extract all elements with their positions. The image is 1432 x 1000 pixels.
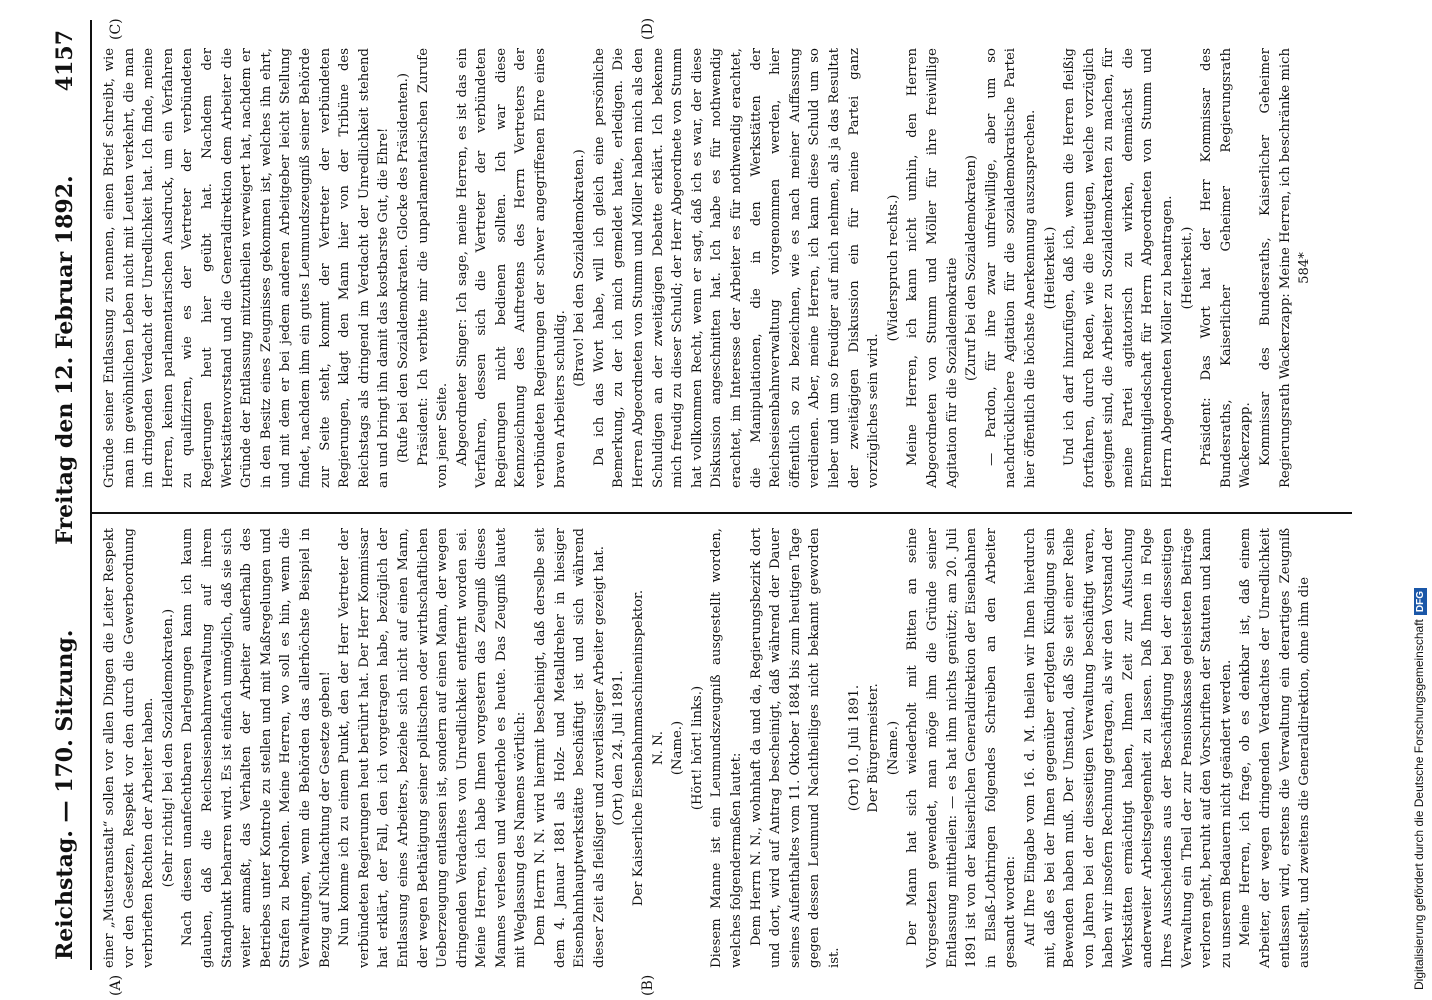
column-rule <box>92 512 1352 514</box>
columnA-paragraph: (Hört! hört! links.) <box>689 685 705 811</box>
columnB-paragraph: Gründe seiner Entlassung zu nennen, einen Brief schreibt, wie man im gewöhnlichen Leben nicht mit Leuten verkehrt, die man im dringenden Verdacht der Unredlichkeit hat. Ich finde, meine Herren, keinen parlamentarischen Ausdruck, um ein Verfahren zu qualifiziren, wie es der Vertreter der verbündeten Regierungen heut hier geübt hat. Nachdem der Werkstättenvorstand und die Generaldirektion dem Arbeiter die Gründe der Entlassung mitzutheilen verweigert hat, nachdem er in den Besitz eines Zeugnisses gekommen ist, welches ihn ehrt, und mit dem er bei jedem anderen Arbeitgeber leicht Stellung findet, nachdem ihm ein gutes Leumundszeugniß seiner Behörde zur Seite steht, kommt der Vertreter der verbündeten Regierungen, klagt den Mann hier von der Tribüne des Reichstags als dringend im Verdacht der Unredlichkeit stehend an und bringt ihn damit das kostbarste Gut, die Ehre! <box>102 48 392 488</box>
columnA-paragraph: (Name.) <box>670 720 686 776</box>
columnB-paragraph: (Heiterkeit.) <box>1179 226 1195 310</box>
dfg-logo: DFG <box>1414 588 1427 615</box>
column-left <box>100 528 1315 968</box>
columnB-paragraph: 584* <box>1297 252 1313 284</box>
columnB-paragraph: — Pardon, für ihre zwar unfreiwillige, aber um so nachdrücklichere Agitation für die sozialdemokratische Partei hier öffentlich die höchste Anerkennung auszusprechen. <box>983 48 1038 488</box>
columnB-paragraph: Präsident: Ich verbitte mir die unparlamentarischen Zurufe von jener Seite. <box>415 48 451 488</box>
footer-text: Digitalisierung gefördert durch die Deutsche Forschungsgemeinschaft <box>1412 619 1426 990</box>
columnA-paragraph: einer „Musteranstalt“ sollen vor allen Dingen die Leiter Respekt vor den Gesetzen, Respekt vor den durch die Gewerbeordnung verbrieften Rechten der Arbeiter haben. <box>102 528 157 968</box>
column-right <box>100 48 1315 488</box>
marker-b: (B) <box>640 974 656 996</box>
columnA-paragraph: Nach diesen unanfechtbaren Darlegungen kann ich kaum glauben, daß die Reichseisenbahnverwaltung auf ihrem Standpunkt beharren wird. Es ist einfach unmöglich, daß sie sich weiter anmaßt, das Verhalten der Arbeiter außerhalb des Betriebes unter Kontrole zu stellen und mit Maßregelungen und Strafen zu bedrohen. Meine Herren, wo soll es hin, wenn die Verwaltungen, wenn die Behörden das allerhöchste Beispiel in Bezug auf Nichtachtung der Gesetze geben! <box>180 528 333 968</box>
columnA-paragraph: Der Bürgermeister. <box>866 683 882 813</box>
columnA-paragraph: Nun komme ich zu einem Punkt, den der Herr Vertreter der verbündeten Regierungen heut berührt hat. Der Herr Kommissar hat erklärt, der Fall, den ich vorgetragen habe, bezüglich der Entlassung eines Arbeiters, beziehe sich nicht auf einen Mann, der wegen Bethätigung seiner politischen oder wirthschaftlichen Ueberzeugung entlassen ist, sondern auf einen Mann, der wegen dringenden Verdachtes von Unredlichkeit entfernt worden sei. Meine Herren, ich habe Ihnen vorgestern das Zeugniß dieses Mannes verlesen und wiederhole es heute. Das Zeugniß lautet mit Weglassung des Namens wörtlich: <box>337 528 529 968</box>
columnA-paragraph: (Ort) 10. Juli 1891. <box>846 684 862 812</box>
page-header <box>48 30 88 960</box>
header-date: Freitag den 12. Februar 1892. <box>52 175 78 545</box>
columnA-paragraph: N. N. <box>650 731 666 765</box>
columnA-paragraph: Auf Ihre Eingabe vom 16. d. M. theilen wir Ihnen hierdurch mit, daß es bei der Ihnen gegenüber erfolgten Kündigung sein Bewenden haben muß. Der Umstand, daß Sie seit einer Reihe von Jahren bei der diesseitigen Verwaltung beschäftigt waren, haben wir insofern Rechnung getragen, als wir den Vorstand der Werkstätten ermächtigt haben, Ihnen Zeit zur Aufsuchung anderweiter Arbeitsgelegenheit zu lassen. Daß Ihnen in Folge Ihres Ausscheidens aus der Beschäftigung bei der diesseitigen Verwaltung ein Theil der zur Pensionskasse geleisteten Beiträge verloren geht, beruht auf den Vorschriften der Statuten und kann zu unserem Bedauern nicht geändert werden. <box>1022 528 1234 968</box>
columnB-paragraph: Abgeordneter Singer: Ich sage, meine Herren, es ist das ein Verfahren, dessen sich die Vertreter der verbündeten Regierungen nicht bedienen sollten. Ich war diese Kennzeichnung des Auftretens des Herrn Vertreters der verbündeten Regierungen der schwer angegriffenen Ehre eines braven Arbeiters schuldig. <box>454 48 568 488</box>
columnB-paragraph: Kommissar des Bundesraths, Kaiserlicher Geheimer Regierungsrath Wackerzapp: Meine Herren, ich beschränke mich <box>1258 48 1293 488</box>
columnA-paragraph: (Sehr richtig! bei den Sozialdemokraten.) <box>160 608 176 888</box>
columnA-paragraph: Der Kaiserliche Eisenbahnmaschineninspektor. <box>631 589 647 907</box>
marker-a: (A) <box>108 974 124 996</box>
columnB-paragraph: Und ich darf hinzufügen, daß ich, wenn die Herren fleißig fortfahren, durch Reden, wie die heutigen, welche vorzüglich geeignet sind, die Arbeiter zu Sozialdemokraten zu machen, für meine Partei agitatorisch zu wirken, demnächst die Ehrenmitgliedschaft für Herrn Abgeordneten von Stumm und Herrn Abgeordneten Möller zu beantragen. <box>1062 48 1176 488</box>
columnA-paragraph: Meine Herren, ich frage, ob es denkbar ist, daß einem Arbeiter, der wegen dringenden Verdachtes der Unredlichkeit entlassen wird, erstens die Verwaltung ein derartiges Zeugniß ausstellt, und zweitens die Generaldirektion, ohne ihm die <box>1238 528 1313 968</box>
columnB-paragraph: Da ich das Wort habe, will ich gleich eine persönliche Bemerkung, zu der ich mich gemeldet hatte, erledigen. Die Herren Abgeordneten von Stumm und Möller haben mich als den Schuldigen an der zweitägigen Debatte erklärt. Ich bekenne mich freudig zu dieser Schuld; der Herr Abgeordnete von Stumm hat vollkommen Recht, wenn er sagt, daß ich es war, der diese Diskussion angeschnitten hat. Ich habe es für nothwendig erachtet, im Interesse der Arbeiter es für nothwendig erachtet, die Manipulationen, die in den Werkstätten der Reichseisenbahnverwaltung vorgenommen werden, hier öffentlich so zu bezeichnen, wie es nach meiner Auffassung verdienen. Aber, meine Herren, ich kann diese Schuld um so lieber und um so freudiger auf mich nehmen, als ja das Resultat der zweitägigen Diskussion ein für meine Partei ganz vorzügliches sein wird. <box>591 48 882 488</box>
footer-credit <box>1412 588 1427 990</box>
columnA-paragraph: Dem Herrn N. N. wird hiermit bescheinigt, daß derselbe seit dem 4. Januar 1881 als Holz- und Metalldreher in hiesiger Eisenbahnhauptwerkstätte beschäftigt ist und sich während dieser Zeit als fleißiger und zuverlässiger Arbeiter gezeigt hat. <box>533 528 607 968</box>
header-rule <box>90 20 92 970</box>
columnB-paragraph: (Widerspruch rechts.) <box>885 194 901 342</box>
columnB-paragraph: (Rufe bei den Sozialdemokraten. Glocke des Präsidenten.) <box>395 72 411 464</box>
columnB-paragraph: Präsident: Das Wort hat der Herr Kommissar des Bundesraths, Kaiserlicher Geheimer Regierungsrath Wackerzapp. <box>1199 48 1254 488</box>
columnA-paragraph: Diesem Manne ist ein Leumundszeugniß ausgestellt worden, welches folgendermaßen lautet: <box>709 528 744 968</box>
marker-d: (D) <box>640 17 656 40</box>
header-left: Reichstag. — 170. Sitzung. <box>52 629 78 960</box>
page-number: 4157 <box>52 30 78 92</box>
columnA-paragraph: (Ort) den 24. Juli 1891. <box>611 670 627 826</box>
columnB-paragraph: (Heiterkeit.) <box>1042 226 1058 310</box>
columnB-paragraph: Meine Herren, ich kann nicht umhin, den Herren Abgeordneten von Stumm und Möller für ihre freiwillige Agitation für die Sozialdemokratie <box>905 48 960 488</box>
columnB-paragraph: (Bravo! bei den Sozialdemokraten.) <box>572 149 588 387</box>
columnB-paragraph: (Zuruf bei den Sozialdemokraten) <box>964 154 980 382</box>
marker-c: (C) <box>108 18 124 40</box>
columnA-paragraph: Der Mann hat sich wiederholt mit Bitten an seine Vorgesetzten gewendet, man möge ihm die Gründe seiner Entlassung mittheilen: — es hat ihm nichts genützt; am 20. Juli 1891 ist von der kaiserlichen Generaldirektion der Eisenbahnen in Elsaß-Lothringen folgendes Schreiben an den Arbeiter gesandt worden: <box>905 528 1019 968</box>
columnA-paragraph: Dem Herrn N. N., wohnhaft da und da, Regierungsbezirk dort und dort, wird auf Antrag bescheinigt, daß während der Dauer seines Aufenthaltes vom 11. Oktober 1884 bis zum heutigen Tage gegen dessen Leumund Nachtheiliges nicht bekannt geworden ist. <box>748 528 842 968</box>
columnA-paragraph: (Name.) <box>885 720 901 776</box>
